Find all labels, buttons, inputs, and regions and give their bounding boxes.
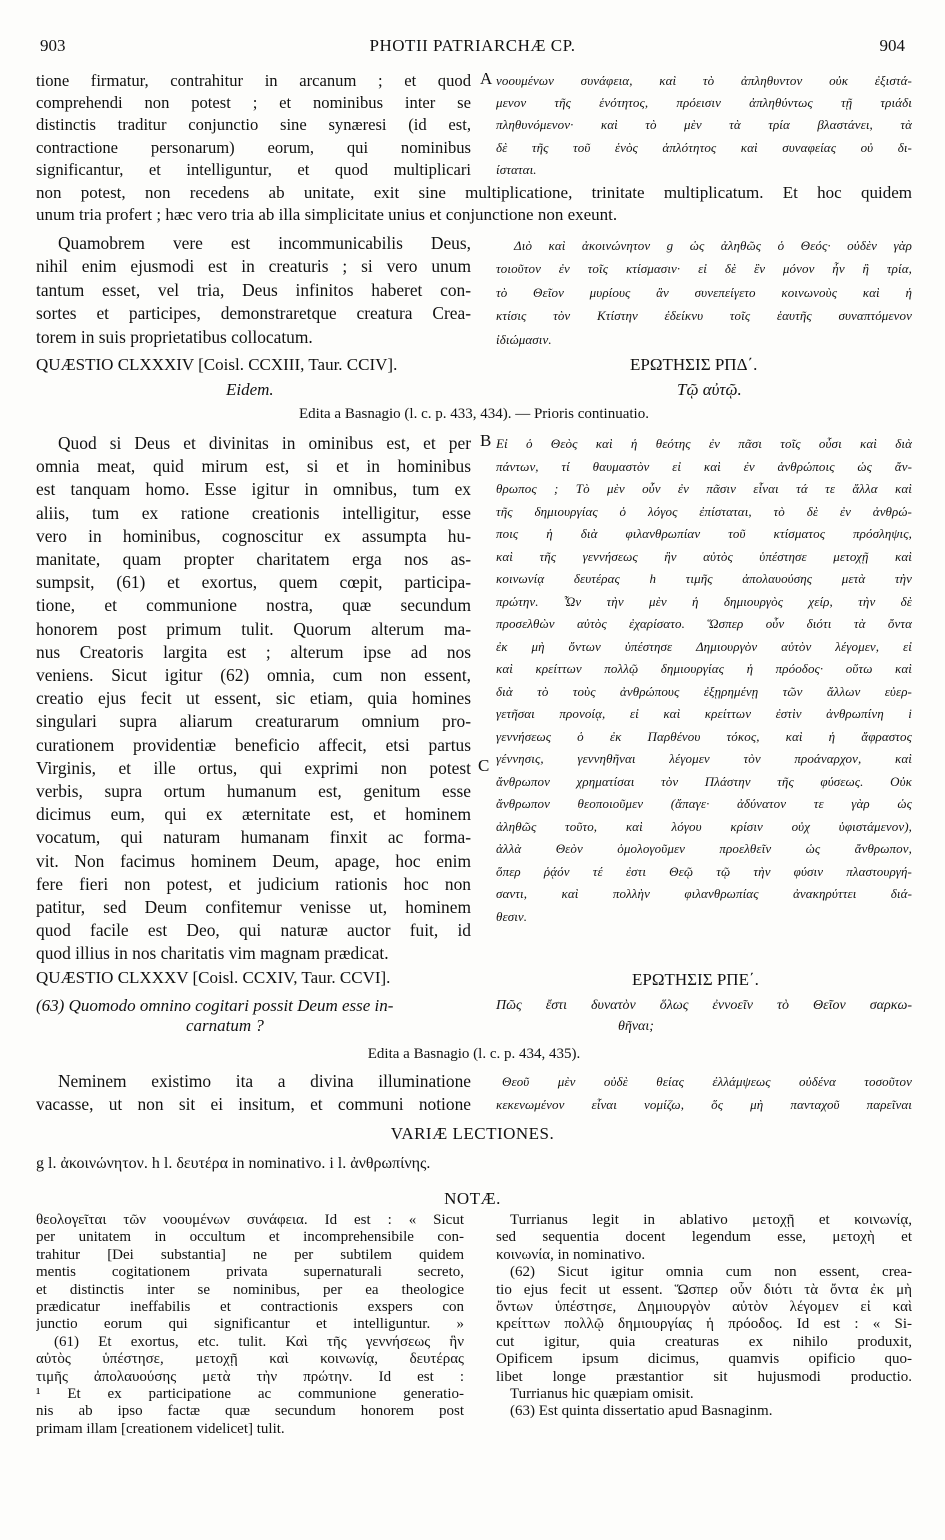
note-line: cut igitur, quia creaturas ex nihilo produxit, [496, 1333, 912, 1350]
note-line: tio ejus fecit ut essent. Ὥσπερ οὖν διότι τὰ ὄντα ἐκ μὴ [496, 1281, 912, 1298]
latin-line: nihil enim ejusmodi est in creaturis ; si vero unum [36, 256, 471, 277]
latin-line: tione firmatur, contrahitur in arcanum ; et quod [36, 71, 471, 90]
latin-line: est tanquam homo. Esse igitur in omnibus, tum ex [36, 479, 471, 500]
latin-line: significantur, et intelliguntur, et quod multiplicari [36, 159, 471, 179]
left-page-number: 903 [40, 36, 66, 55]
greek-line: μενον τῆς ἑνότητος, πρόεισιν ἀπληθύντως τῇ τριάδι [496, 95, 912, 111]
latin-line: Quod si Deus et divinitas in ominibus est, et per [58, 433, 471, 453]
greek-line: θεσιν. [496, 908, 528, 924]
greek-line: ἰδιώμασιν. [496, 331, 552, 347]
greek-line: ἀληθῶς τοῦτο, καὶ λόγου κρίσιν οὐχ ὑφιστάμενον), [496, 818, 912, 834]
greek-line: ἄνθρωπον χρηματίσαι τὸν Πλάστην τῆς φύσεως. Οὐκ [496, 773, 912, 789]
note-line: (63) Est quinta dissertatio apud Basnaginm. [510, 1403, 773, 1420]
quaestio-185-greek-title: ΕΡΩΤΗΣΙΣ ΡΠΕ΄. [632, 970, 759, 989]
latin-column-3 [36, 432, 471, 966]
note-line: αὐτὸς ὑπέστησε, μετοχῇ καὶ κοινωνίᾳ, δευτέρας [36, 1351, 464, 1368]
question-line: (63) Quomodo omnino cogitari possit Deum esse in- [36, 996, 394, 1015]
greek-line: Διὸ καὶ ἀκοινώνητον g ὡς ἀληθῶς ὁ Θεός· οὐδὲν γὰρ [514, 238, 912, 253]
latin-line: fere fieri non potest, et judicium rationis hoc non [36, 873, 471, 894]
margin-letter-b: B [480, 431, 492, 450]
quaestio-185-edita: Edita a Basnagio (l. c. p. 434, 435). [367, 1046, 581, 1062]
greek-line: ὅπερ ῥᾴόν τέ ἐστι Θεῷ τῷ τὴν φύσιν πλαστουργή- [496, 863, 912, 879]
quaestio-184-latin-subtitle: Eidem. [226, 380, 274, 399]
latin-line: vocatum, qui naturam humanam finxit ac forma- [36, 827, 471, 848]
quaestio-184-greek-subtitle: Τῷ αὐτῷ. [677, 380, 742, 399]
greek-column-3 [496, 433, 912, 928]
note-line: Turrianus legit in ablativo μετοχῇ et κοινωνίᾳ, [510, 1212, 912, 1228]
latin-line: aliis, tum ex ratione creationis intelligitur, esse [36, 502, 471, 523]
quaestio-184-greek-title: ΕΡΩΤΗΣΙΣ ΡΠΔ΄. [630, 355, 758, 374]
note-line: per unitatem in occultum et incomprehensibile con- [36, 1229, 464, 1246]
note-line: ὄντων ὑπέστησε, Δημιουργὸν αὐτὸν λέγομεν εἰ καὶ [496, 1299, 912, 1316]
margin-letter-c: C [478, 756, 490, 775]
greek-line: τὸ Θεῖον μυρίους ἂν συνεπείγετο κοινωνοὺς καὶ ἡ [496, 284, 912, 300]
latin-column-2 [36, 232, 471, 349]
latin-line: torem in suis proprietatibus collocatum. [36, 326, 313, 347]
latin-line: patitur, sed Deum confitemur venisse ut, hominem [36, 897, 471, 918]
latin-column-1 [36, 70, 471, 181]
notae-heading: NOTÆ. [444, 1189, 501, 1208]
latin-line: sumpsit, (61) et exortus, quem cœpit, participa- [36, 572, 471, 593]
latin-line: veniens. Sicut igitur (62) omnia, cum non essent, [36, 665, 471, 686]
latin-line: tantum esset, vel tria, Deus infinitos haberet con- [36, 279, 471, 300]
latin-column-4 [36, 1070, 471, 1115]
running-title: PHOTII PATRIARCHÆ CP. [369, 36, 576, 55]
quaestio-185-latin-question [36, 996, 471, 1016]
quaestio-185-latin-title: QUÆSTIO CLXXXV [Coisl. CCXIV, Taur. CCVI]. [36, 968, 391, 987]
greek-line: ἐκ μὴ ὄντων ὑπέστησε Δημιουργὸν αὐτὸν λέγομεν, εἰ [496, 638, 912, 654]
greek-column-1 [496, 70, 912, 181]
greek-column-2 [496, 234, 912, 351]
quaestio-185-latin-question-cont: carnatum ? [186, 1016, 264, 1035]
note-line: θεολογεῖται τῶν νοουμένων συνάφεια. Id est : « Sicut [36, 1212, 464, 1228]
note-line: Turrianus hic quæpiam omisit. [510, 1386, 694, 1403]
notae-right-column [496, 1212, 912, 1421]
latin-line: omnia meat, quid mirum est, si et in hominibus [36, 456, 471, 477]
greek-line: πληθυνόμενον· καὶ τὸ μὲν τὰ τρία βλαστάνει, τὰ [496, 117, 912, 133]
full-width-line: unum tria profert ; hæc vero tria ab illa simplicitate unius et conjunctione non exeunt. [36, 205, 618, 224]
note-line: nis ab ipso factæ quæ secundum honorem post [36, 1403, 464, 1420]
greek-line: Θεοῦ μὲν οὐδὲ θείας ἐλλάμψεως οὐδένα τοσοῦτον [502, 1074, 912, 1089]
greek-line: ποις ἡ διὰ φιλανθρωπίαν τοῦ κτίσματος πρόσληψις, [496, 526, 912, 541]
greek-line: κεκενωμένον εἶναι νομίζω, ὅς μὴ πανταχοῦ παρεῖναι [496, 1096, 912, 1112]
latin-line: dicimus eum, qui ex æternitate est, et hominem [36, 804, 471, 825]
right-page-number: 904 [879, 36, 905, 55]
greek-line: κτίσις τὸν Κτίστην ἐδείκνυ τοῖς ἑαυτῆς συναπτόμενον [496, 308, 912, 324]
greek-line: θρωπος ; Τὸ μὲν οὖν ἐν πᾶσιν εἶναι τά τε ἄλλα καὶ [496, 481, 912, 496]
note-line: trahitur [Dei substantia] ne per subtilem quidem [36, 1246, 464, 1263]
latin-line: distinctis traditur conjunctio sine synæresi (id est, [36, 115, 471, 135]
latin-line: contractione personarum) eorum, qui nominibus [36, 137, 471, 157]
latin-line: comprehendi non potest ; et nominibus inter se [36, 93, 471, 113]
latin-line: Virginis, et ille ortus, qui exprimi non potest [36, 757, 471, 778]
note-line: τιμῆς ἀπολαυούσης μετὰ τὴν πρώτην. Id est : [36, 1368, 464, 1385]
greek-line: κοινωνίᾳ δευτέρας h τιμῆς ἀπολαυούσης μετὰ τὴν [496, 571, 912, 586]
greek-line: καὶ κρείττων πολλῷ δημιουργίας ἡ πρόοδος· οὕτω καὶ [496, 661, 912, 676]
latin-line: sortes et participes, demonstraretque creatura Crea- [36, 303, 471, 324]
greek-line: προσελθὼν αὐτὸς ἐχαρίσατο. Ὥσπερ οὖν διότι τὰ ὄντα [496, 616, 912, 631]
note-line: mentis cogitationem privata supernaturali secreto, [36, 1264, 464, 1281]
latin-line: verbis, supra ortum humanum est, genitum esse [36, 781, 471, 802]
greek-line: διὰ τὸ τοὺς ἀνθρώπους ἐξῃρημένῃ τῶν ἄλλων εὐερ- [496, 683, 912, 699]
greek-line: σαντι, καὶ πολλὴν φιλανθρωπίας ἀνακηρύττει διά- [496, 886, 912, 901]
greek-line: πρώτην. Ὧν τὴν μὲν ἡ δημιουργὸς χείρ, τὴν δὲ [496, 593, 912, 609]
note-line: ¹ Et ex participatione ac communione generatio- [36, 1386, 464, 1403]
variae-lectiones-heading: VARIÆ LECTIONES. [390, 1124, 555, 1143]
latin-line: tione, et communione nostra, quæ secundum [36, 595, 471, 616]
latin-line: vacasse, ut non sit ei insitum, et communi notione [36, 1093, 471, 1114]
greek-column-4 [496, 1071, 912, 1116]
greek-line: γεννήσεως ὁ ἐκ Παρθένου τόκος, καὶ ἡ ἄφραστος [496, 728, 912, 744]
variae-lectiones-line: g l. ἀκοινώνητον. h l. δευτέρα in nominativo. i l. ἀνθρωπίνης. [36, 1155, 431, 1172]
latin-line: creatio ejus fecit ut essent, sic etiam, quia homines [36, 688, 471, 709]
note-line: primam illam [creationem videlicet] tulit. [36, 1420, 285, 1437]
note-line: sed sequentia docent legendum esse, μετοχὴ et [496, 1229, 912, 1246]
greek-line: πάντων, τί θαυμαστὸν εἰ καὶ ἐν ἀνθρώποις ὡς ἄν- [496, 458, 912, 474]
quaestio-184-latin-title: QUÆSTIO CLXXXIV [Coisl. CCXIII, Taur. CCIV]. [36, 355, 398, 374]
note-line: libet longe præstantior sit hujusmodi productio. [496, 1368, 912, 1385]
latin-line: singulari supra aliarum creaturarum omnium pro- [36, 711, 471, 732]
note-line: (62) Sicut igitur omnia cum non essent, crea- [510, 1264, 912, 1281]
note-line: κοινωνία, in nominativo. [496, 1246, 646, 1263]
latin-line: vero in hominibus, cognoscitur ex assumpta hu- [36, 525, 471, 546]
greek-line: ἄνθρωπον θεοποιοῦμεν (ἄπαγε· ἀδύνατον τε γὰρ ὡς [496, 796, 912, 811]
margin-letter-a: A [480, 69, 493, 88]
note-line: κρείττων πολλῷ δημιουργίας ἡ πρόοδος. Id est : « Si- [496, 1316, 912, 1333]
latin-line: Quamobrem vere est incommunicabilis Deus, [58, 233, 471, 253]
greek-line: καὶ τῆς γεννήσεως ἣν αὐτὸς ὑπέστησε μετοχῇ καὶ [496, 548, 912, 564]
greek-line: γετῆσαι προνοίᾳ, εἰ καὶ κρείττων ἐστὶν ἀνθρωπίνη i [496, 706, 912, 721]
latin-line: quod illius in nos charitatis vim magnam prædicat. [36, 943, 389, 964]
notae-left-column [36, 1212, 464, 1438]
greek-line: ἀλλὰ Θεὸν ὁμολογοῦμεν προελθεῖν ὡς ἄνθρωπον, [496, 841, 912, 856]
note-line: (61) Et exortus, etc. tulit. Καὶ τῆς γεννήσεως ἣν [54, 1333, 464, 1350]
latin-line: quod facile est Deo, qui naturæ auctor fuit, id [36, 920, 471, 941]
latin-line: manitate, quam propter charitatem erga nos as- [36, 549, 471, 570]
quaestio-185-greek-question: Πῶς ἔστι δυνατὸν ὅλως ἐννοεῖν τὸ Θεῖον σαρκω- [496, 998, 912, 1013]
running-header [40, 36, 905, 58]
greek-line: νοουμένων συνάφεια, καὶ τὸ ἀπληθυντον οὐκ ἐξιστά- [496, 73, 912, 88]
greek-line: τοιοῦτον ἐν τοῖς κτίσμασιν· εἰ δὲ ἓν μόνον ἦν ἢ τρία, [496, 261, 912, 277]
quaestio-184-edita: Edita a Basnagio (l. c. p. 433, 434). — Prioris continuatio. [299, 406, 649, 422]
latin-line: curationem providentiæ beneficio affecit, etsi partus [36, 734, 471, 755]
latin-line: vit. Non facimus hominem Deum, apage, hoc enim [36, 850, 471, 871]
latin-line: honorem post primum tulit. Quorum alterum ma- [36, 618, 471, 639]
full-width-line: non potest, non recedens ab unitate, exit sine multiplicatione, trinitate multiplicatum. Et hoc quidem [36, 183, 912, 202]
greek-line: τῆς δημιουργίας ὁ λόγος ἐπίσταται, τὸ δὲ ἐν ἀνθρώ- [496, 503, 912, 519]
greek-line: γέννησις, γεννηθῆναι λέγομεν τὸν προάναρχον, καὶ [496, 751, 912, 766]
note-line: junctio eorum qui significantur et intelliguntur. » [36, 1316, 464, 1333]
note-line: prædicatur ineffabilis et contractionis exspers con [36, 1299, 464, 1316]
greek-line: δὲ τῆς τοῦ ἑνὸς ἁπλότητος καὶ συναφείας οὐ δι- [496, 139, 912, 155]
latin-line: nus Creatoris largita est ; alterum ipse ad nos [36, 641, 471, 662]
greek-line: Εἰ ὁ Θεὸς καὶ ἡ θεότης ἐν πᾶσι τοῖς οὖσι καὶ διὰ [496, 436, 912, 451]
latin-line: Neminem existimo ita a divina illuminatione [58, 1071, 471, 1091]
note-line: Opificem ipsum dicimus, quamvis opificio quo- [496, 1351, 912, 1368]
greek-line: ίσταται. [496, 161, 537, 177]
quaestio-185-greek-question-cont: θῆναι; [618, 1019, 654, 1034]
note-line: et distinctis inter se nominibus, per ea theologice [36, 1281, 464, 1298]
